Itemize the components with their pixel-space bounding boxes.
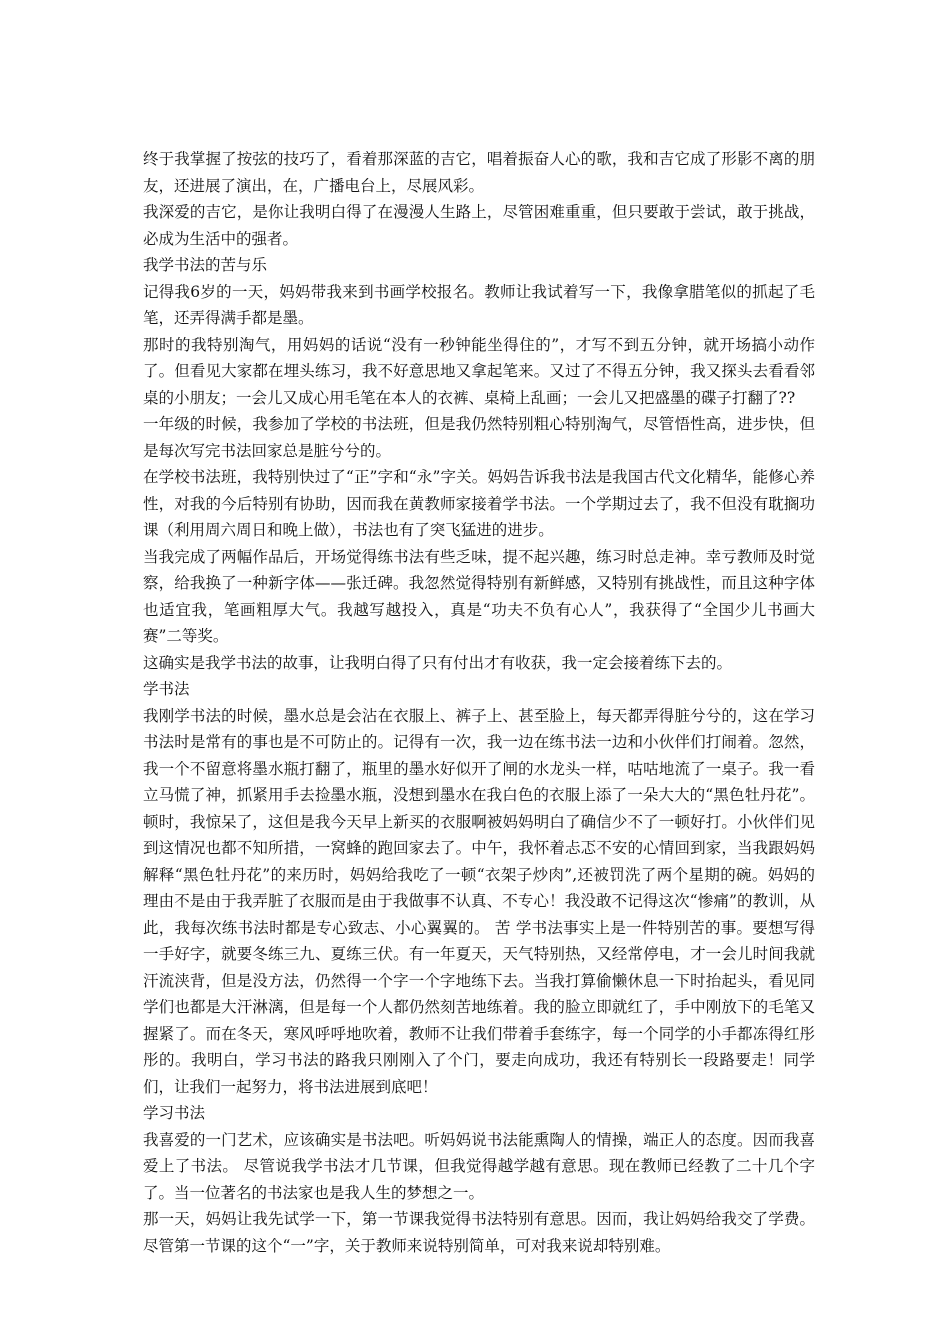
document-page (143, 146, 815, 1259)
paragraph-age-six: 记得我6岁的一天，妈妈带我来到书画学校报名。教师让我试着写一下，我像拿腊笔似的抓起了毛笔，还弄得满手都是墨。 (143, 282, 815, 327)
paragraph-naughty: 那时的我特别淘气，用妈妈的话说“没有一秒钟能坐得住的”，才写不到五分钟，就开场搞小动作了。但看见大家都在埋头练习，我不好意思地又拿起笔来。又过了不得五分钟，我又探头去看看邻桌的小朋友；一会儿又成心用毛笔在本人的衣裤、桌椅上乱画；一会儿又把盛墨的碟子打翻了?? (143, 335, 815, 407)
paragraph-first-grade: 一年级的时候，我参加了学校的书法班，但是我仍然特别粗心特别淘气，尽管悟性高，进步快，但是每次写完书法回家总是脏兮兮的。 (143, 415, 815, 460)
paragraph-school-class: 在学校书法班，我特别快过了“正”字和“永”字关。妈妈告诉我书法是我国古代文化精华，能修心养性，对我的今后特别有协助，因而我在黄教师家接着学书法。一个学期过去了，我不但没有耽搁功课（利用周六周日和晚上做），书法也有了突飞猛进的进步。 (143, 468, 815, 539)
paragraph-ink-story: 我刚学书法的时候，墨水总是会沾在衣服上、裤子上、甚至脸上，每天都弄得脏兮兮的，这在学习书法时是常有的事也是不可防止的。记得有一次，我一边在练书法一边和小伙伴们打闹着。忽然，我一个不留意将墨水瓶打翻了，瓶里的墨水好似开了闸的水龙头一样，咕咕地流了一桌子。我一看立马慌了神，抓紧用手去捡墨水瓶，没想到墨水在我白色的衣服上添了一朵大大的“黑色牡丹花”。顿时，我惊呆了，这但是我今天早上新买的衣服啊被妈妈明白了确信少不了一顿好打。小伙伴们见到这情况也都不知所措，一窝蜂的跑回家去了。中午，我怀着忐忑不安的心情回到家，当我跟妈妈解释“黑色牡丹花”的来历时，妈妈给我吃了一顿“衣架子炒肉”,还被罚洗了两个星期的碗。妈妈的理由不是由于我弄脏了衣服而是由于我做事不认真、不专心！我没敢不记得这次“惨痛”的教训，从此，我每次练书法时都是专心致志、小心翼翼的。 苦 学书法事实上是一件特别苦的事。要想写得一手好字，就要冬练三九、夏练三伏。有一年夏天，天气特别热，又经常停电，才一会儿时间我就汗流浃背，但是没方法，仍然得一个字一个字地练下去。当我打算偷懒休息一下时抬起头，看见同学们也都是大汗淋漓，但是每一个人都仍然刻苦地练着。我的脸立即就红了，手中刚放下的毛笔又握紧了。而在冬天，寒风呼呼地吹着，教师不让我们带着手套练字，每一个同学的小手都冻得红彤彤的。我明白，学习书法的路我只刚刚入了个门，要走向成功，我还有特别长一段路要走！同学们，让我们一起努力，将书法进展到底吧！ (143, 706, 815, 1096)
essay-title-studying-calligraphy: 学习书法 (143, 1104, 206, 1122)
essay-title-learning-calligraphy: 学书法 (143, 680, 190, 698)
paragraph-first-lesson: 那一天，妈妈让我先试学一下，第一节课我觉得书法特别有意思。因而，我让妈妈给我交了学费。尽管第一节课的这个“一”字，关于教师来说特别简单，可对我来说却特别难。 (143, 1210, 815, 1255)
paragraph-love-calligraphy: 我喜爱的一门艺术，应该确实是书法吧。听妈妈说书法能熏陶人的情操，端正人的态度。因而我喜爱上了书法。 尽管说我学书法才几节课，但我觉得越学越有意思。现在教师已经教了二十几个字了。当一位著名的书法家也是我人生的梦想之一。 (143, 1130, 815, 1202)
paragraph-guitar-mastery: 终于我掌握了按弦的技巧了，看着那深蓝的吉它，唱着振奋人心的歌，我和吉它成了形影不离的朋友，还进展了演出，在，广播电台上，尽展风彩。 (143, 150, 815, 195)
paragraph-new-style: 当我完成了两幅作品后，开场觉得练书法有些乏味，提不起兴趣，练习时总走神。幸亏教师及时觉察，给我换了一种新字体——张迁碑。我忽然觉得特别有新鲜感，又特别有挑战性，而且这种字体也适宜我，笔画粗厚大气。我越写越投入，真是“功夫不负有心人”，我获得了“全国少儿书画大赛”二等奖。 (143, 547, 815, 645)
paragraph-guitar-lesson: 我深爱的吉它，是你让我明白得了在漫漫人生路上，尽管困难重重，但只要敢于尝试，敢于挑战，必成为生活中的强者。 (143, 203, 815, 248)
paragraph-conclusion: 这确实是我学书法的故事，让我明白得了只有付出才有收获，我一定会接着练下去的。 (143, 653, 733, 672)
essay-title-calligraphy-bitter-sweet: 我学书法的苦与乐 (143, 256, 268, 274)
